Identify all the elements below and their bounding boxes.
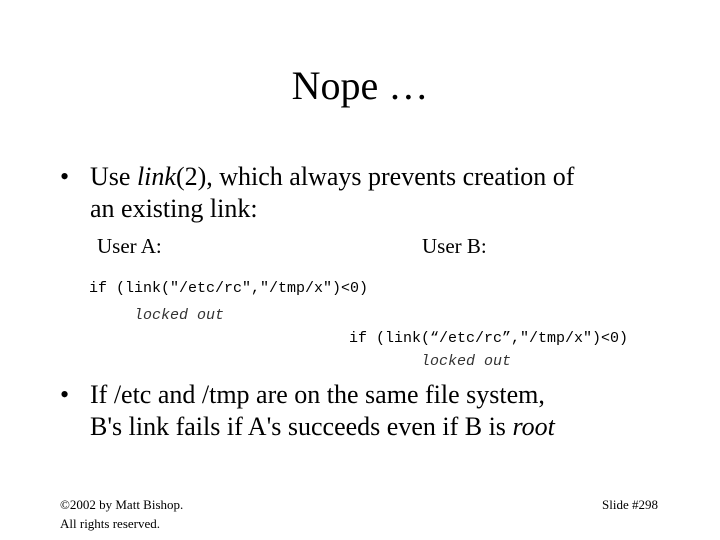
bullet-marker: • [60,162,70,191]
text-segment: (2), which always prevents creation of [175,162,575,191]
code-user-b-result: locked out [421,353,512,370]
bullet-text [90,379,555,443]
user-a-label: User A: [97,234,162,258]
code-user-a: if (link("/etc/rc","/tmp/x")<0) [89,280,369,297]
footer-copyright-line: ©2002 by Matt Bishop. [60,497,184,512]
bullet-text [90,161,574,225]
footer-copyright-line: All rights reserved. [60,516,161,531]
text-segment: B's link fails if A's succeeds even if B is [90,412,513,441]
bullet-line: If /etc and /tmp are on the same file system, [90,380,545,409]
emphasis-root: root [512,412,555,441]
bullet-line: an existing link: [90,194,258,223]
code-user-a-result: locked out [134,307,225,324]
footer-copyright [60,495,183,533]
text-segment: Use [90,162,137,191]
slide-title: Nope … [291,63,429,108]
user-b-label: User B: [422,234,487,258]
footer-slide-number: Slide #298 [602,497,658,512]
bullet-line [90,161,574,193]
emphasis-link: link [136,162,176,191]
code-user-b: if (link(“/etc/rc”,"/tmp/x")<0) [349,330,629,347]
bullet-line [90,411,555,443]
bullet-marker: • [60,380,70,409]
